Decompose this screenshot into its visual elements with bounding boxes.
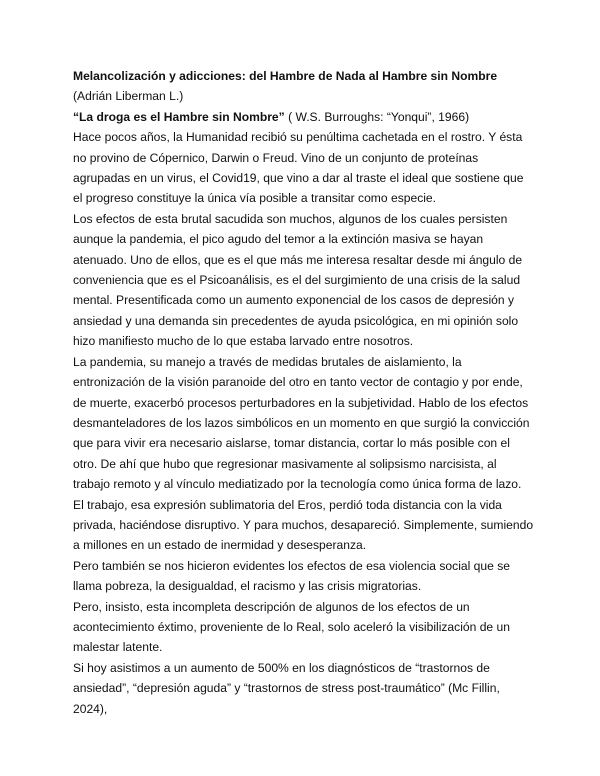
epigraph-quote: “La droga es el Hambre sin Nombre” bbox=[73, 109, 285, 124]
paragraph: El trabajo, esa expresión sublimatoria del Eros, perdió toda distancia con la vida privada, haciéndose disruptivo. Y para muchos, desapareció. Simplemente, sumiendo a millones en un estado de inermidad y desesperanza. bbox=[73, 497, 534, 553]
paragraph: La pandemia, su manejo a través de medidas brutales de aislamiento, la entronización de la visión paranoide del otro en tanto vector de contagio y por ende, de muerte, exacerbó procesos perturbadores en la subjetividad. Hablo de los efectos desmanteladores de los lazos simbólicos en un momento en que surgió la convicción que para vivir era necesario aislarse, tomar distancia, cortar lo más posible con el otro. De ahí que hubo que regresionar masivamente al solipsismo narcisista, al trabajo remoto y al vínculo mediatizado por la tecnología como única forma de lazo. bbox=[73, 354, 530, 492]
title-text: Melancolización y adicciones: del Hambre de Nada al Hambre sin Nombre bbox=[73, 69, 498, 83]
paragraph: Los efectos de esta brutal sacudida son muchos, algunos de los cuales persisten aunque la pandemia, el pico agudo del temor a la extinción masiva se hayan atenuado. Uno de ellos, que es el que más me interesa resaltar desde mi ángulo de conveniencia que es el Psicoanálisis, es el del surgimiento de una crisis de la salud mental. Presentificada como un aumento exponencial de los casos de depresión y ansiedad y una demanda sin precedentes de ayuda psicológica, en mi opinión solo hizo manifiesto mucho de lo que estaba larvado entre nosotros. bbox=[73, 211, 523, 349]
title-author: (Adrián Liberman L.) bbox=[73, 89, 184, 104]
paragraph: Hace pocos años, la Humanidad recibió su penúltima cachetada en el rostro. Y ésta no provino de Cópernico, Darwin o Freud. Vino de un conjunto de proteínas agrupadas en un virus, el Covid19, que vino a dar al traste el ideal que sostiene que el progreso constituye la única vía posible a transitar como especie. bbox=[73, 130, 524, 206]
paragraph: Pero también se nos hicieron evidentes los efectos de esa violencia social que se llama pobreza, la desigualdad, el racismo y las crisis migratorias. bbox=[73, 558, 510, 594]
document-body bbox=[73, 66, 535, 719]
paragraph: Pero, insisto, esta incompleta descripción de algunos de los efectos de un acontecimiento éxtimo, proveniente de lo Real, solo aceleró la visibilización de un malestar latente. bbox=[73, 599, 510, 655]
paragraph: Si hoy asistimos a un aumento de 500% en los diagnósticos de “trastornos de ansiedad”, “depresión aguda” y “trastornos de stress post-traumático” (Mc Fillin, 2024), bbox=[73, 660, 500, 716]
epigraph-source: ( W.S. Burroughs: “Yonqui”, 1966) bbox=[284, 109, 470, 124]
document-title bbox=[73, 66, 535, 107]
epigraph bbox=[73, 107, 535, 127]
